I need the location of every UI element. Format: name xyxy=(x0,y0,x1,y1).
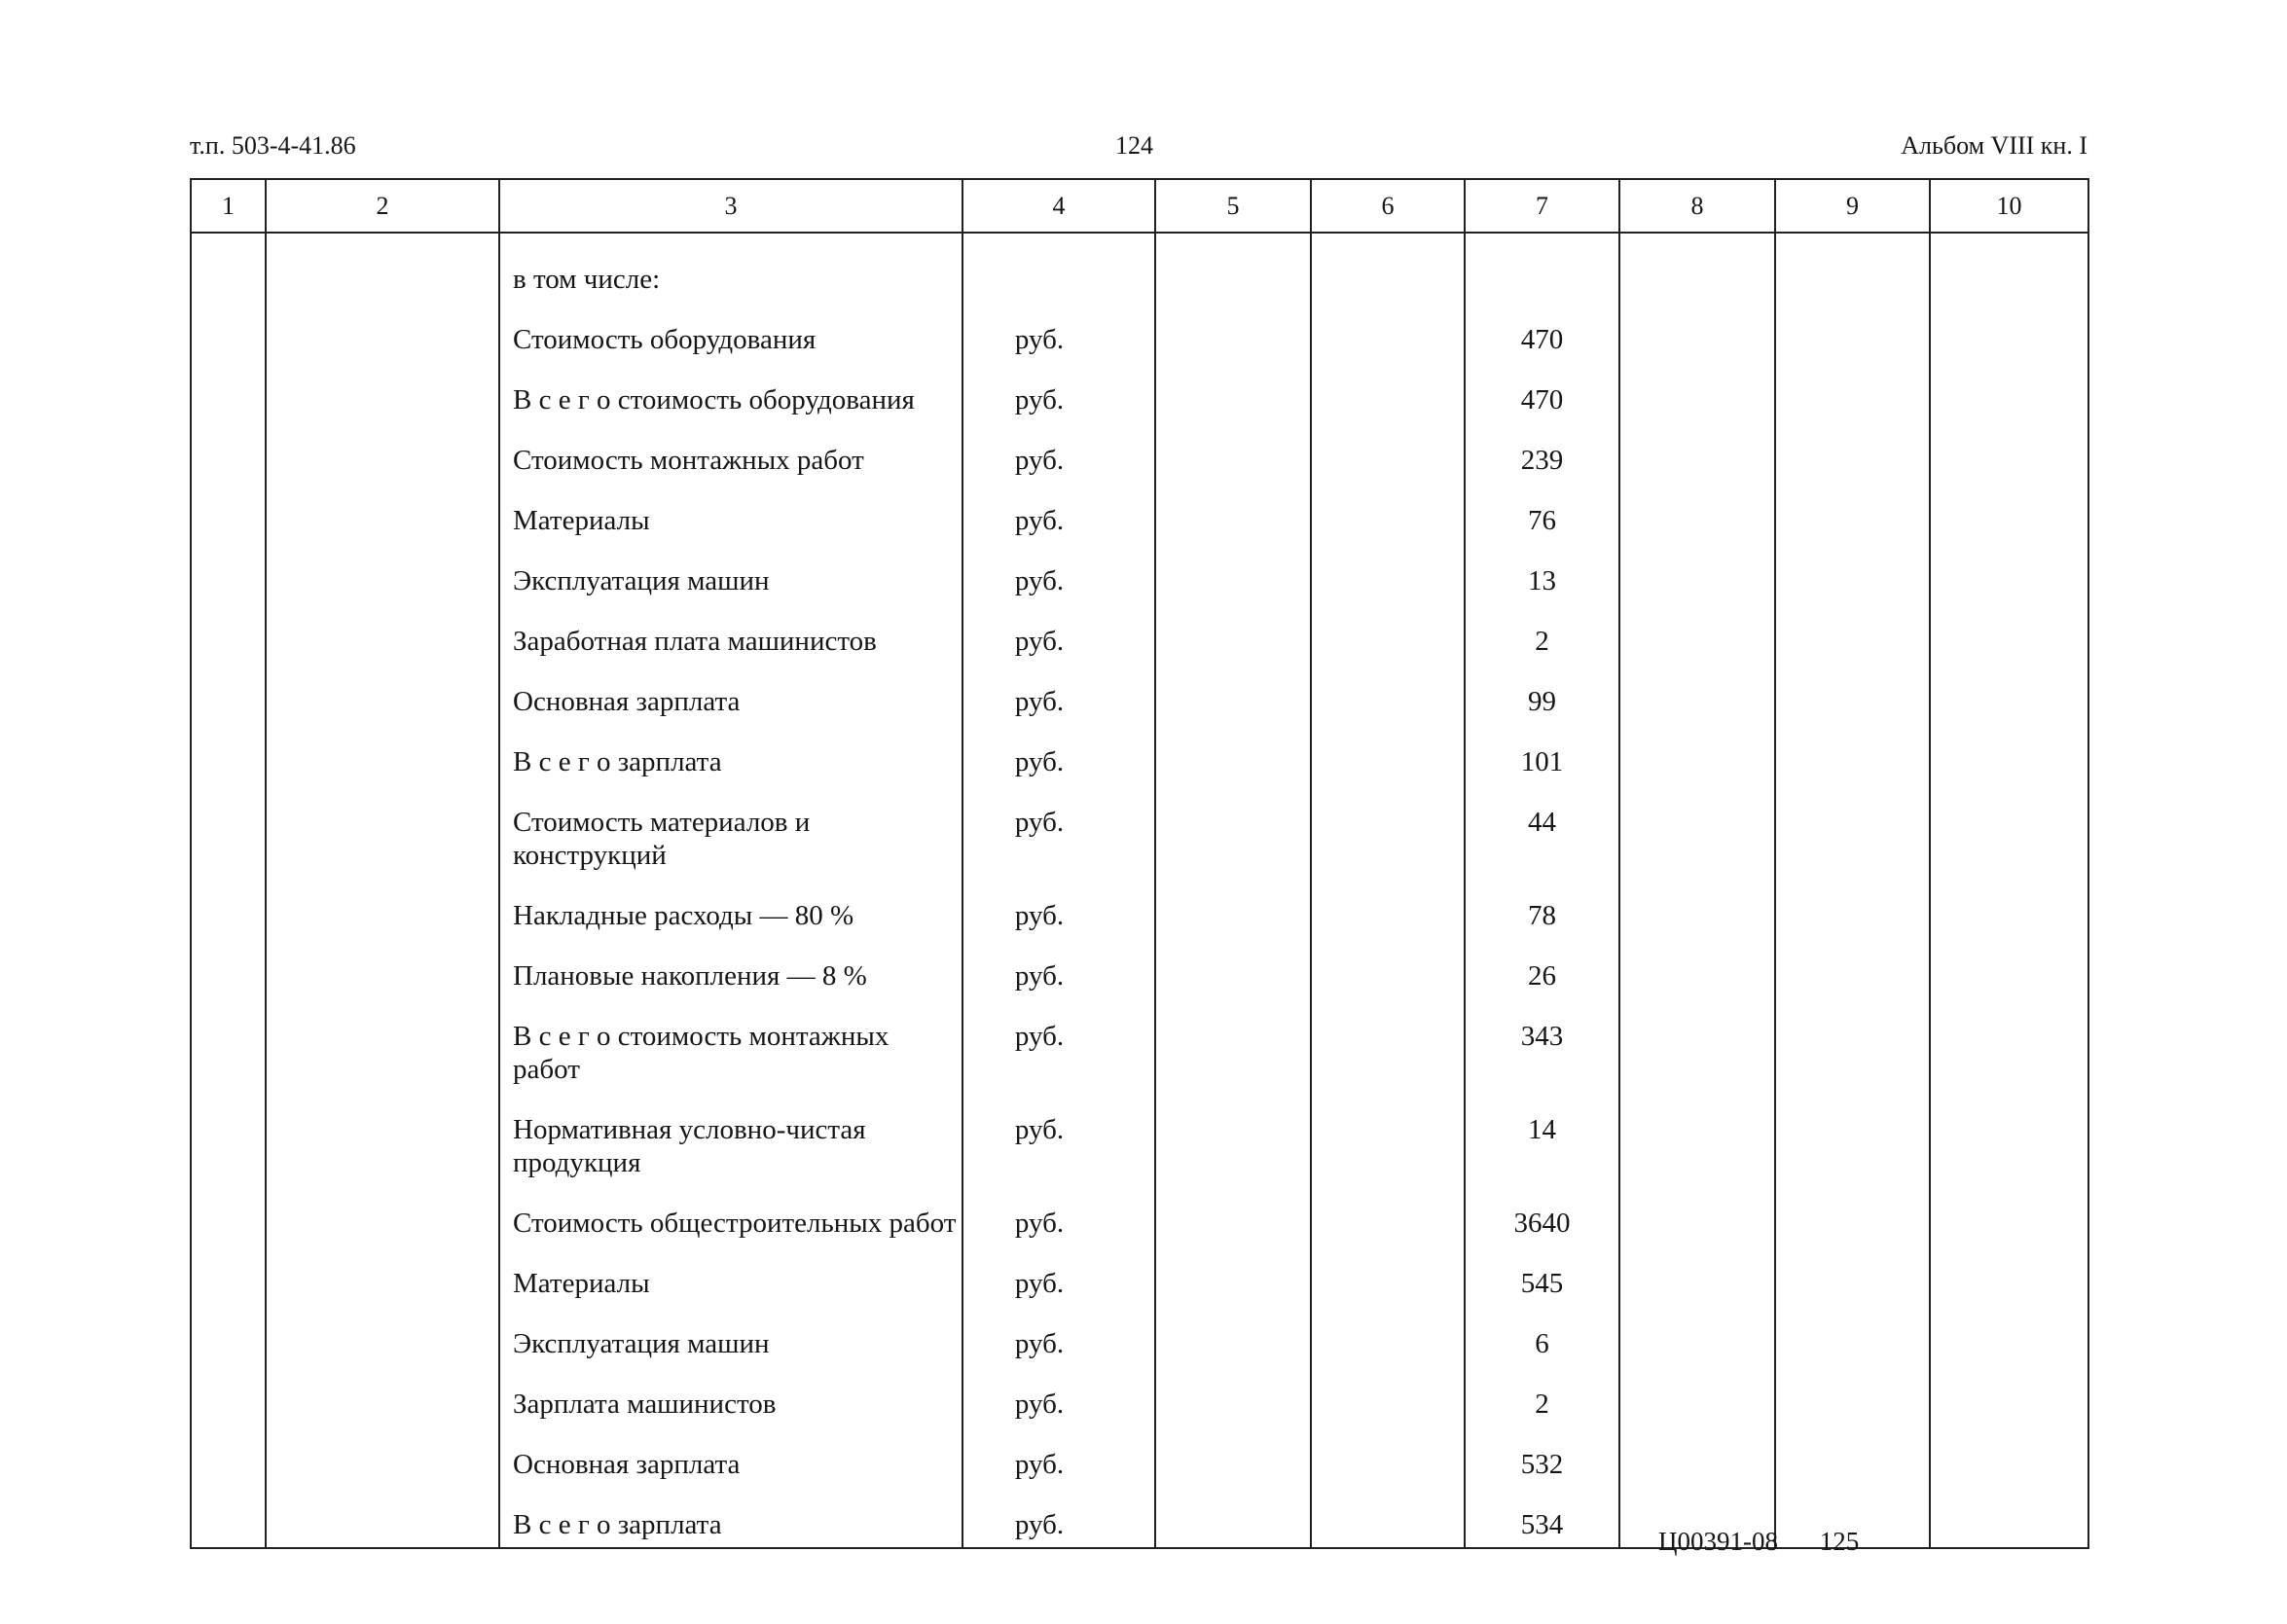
empty-cell xyxy=(1155,671,1311,732)
column-header: 6 xyxy=(1311,179,1465,233)
empty-cell xyxy=(1775,611,1930,671)
footer-page-number: 125 xyxy=(1819,1527,1860,1556)
empty-cell xyxy=(1930,1314,2088,1374)
empty-cell xyxy=(1930,233,2088,309)
empty-cell xyxy=(1155,946,1311,1006)
empty-cell xyxy=(1930,1374,2088,1434)
empty-cell xyxy=(191,1253,266,1314)
empty-cell xyxy=(191,1374,266,1434)
value-cell: 534 xyxy=(1465,1495,1619,1548)
empty-cell xyxy=(266,233,499,309)
empty-cell xyxy=(1311,1495,1465,1548)
empty-cell xyxy=(1311,551,1465,611)
empty-cell xyxy=(1311,671,1465,732)
empty-cell xyxy=(1155,430,1311,490)
value-cell: 343 xyxy=(1465,1006,1619,1100)
item-name-cell xyxy=(499,792,962,885)
column-header: 3 xyxy=(499,179,962,233)
value-cell: 470 xyxy=(1465,370,1619,430)
table-row xyxy=(191,233,2088,309)
unit-cell: руб. xyxy=(962,792,1155,885)
empty-cell xyxy=(191,1100,266,1193)
item-name: В с е г о стоимость оборудования xyxy=(513,384,915,415)
item-name-cell xyxy=(499,611,962,671)
table-row xyxy=(191,1253,2088,1314)
item-name-cell xyxy=(499,1006,962,1100)
empty-cell xyxy=(1619,233,1775,309)
value-cell: 99 xyxy=(1465,671,1619,732)
empty-cell xyxy=(1619,732,1775,792)
item-name-cell xyxy=(499,732,962,792)
item-name-cell xyxy=(499,1434,962,1495)
item-name-cell xyxy=(499,1314,962,1374)
empty-cell xyxy=(1930,1006,2088,1100)
empty-cell xyxy=(266,1314,499,1374)
empty-cell xyxy=(1930,1193,2088,1253)
value-cell: 2 xyxy=(1465,611,1619,671)
empty-cell xyxy=(1619,1006,1775,1100)
item-name: Основная зарплата xyxy=(513,1449,741,1480)
empty-cell xyxy=(1775,792,1930,885)
table-row xyxy=(191,370,2088,430)
value-cell xyxy=(1465,233,1619,309)
empty-cell xyxy=(1930,490,2088,551)
empty-cell xyxy=(191,792,266,885)
empty-cell xyxy=(1619,792,1775,885)
empty-cell xyxy=(1930,732,2088,792)
unit-cell: руб. xyxy=(962,1253,1155,1314)
value-cell: 532 xyxy=(1465,1434,1619,1495)
column-number-row xyxy=(191,179,2088,233)
empty-cell xyxy=(1311,946,1465,1006)
empty-cell xyxy=(1311,1434,1465,1495)
empty-cell xyxy=(1311,1314,1465,1374)
empty-cell xyxy=(191,551,266,611)
item-name: Эксплуатация машин xyxy=(513,1328,770,1359)
empty-cell xyxy=(1930,551,2088,611)
table-row xyxy=(191,792,2088,885)
empty-cell xyxy=(191,732,266,792)
unit-cell: руб. xyxy=(962,671,1155,732)
empty-cell xyxy=(1311,1006,1465,1100)
item-name: Накладные расходы — 80 % xyxy=(513,900,854,931)
empty-cell xyxy=(1775,370,1930,430)
item-name: Зарплата машинистов xyxy=(513,1389,777,1420)
item-name: Стоимость монтажных работ xyxy=(513,445,864,476)
empty-cell xyxy=(1775,430,1930,490)
empty-cell xyxy=(266,1006,499,1100)
empty-cell xyxy=(1311,1100,1465,1193)
empty-cell xyxy=(191,430,266,490)
empty-cell xyxy=(1775,1434,1930,1495)
table-row xyxy=(191,430,2088,490)
item-name-cell xyxy=(499,671,962,732)
empty-cell xyxy=(191,233,266,309)
unit-cell: руб. xyxy=(962,1193,1155,1253)
table-row xyxy=(191,551,2088,611)
item-name: Плановые накопления — 8 % xyxy=(513,960,867,992)
value-cell: 14 xyxy=(1465,1100,1619,1193)
unit-cell: руб. xyxy=(962,551,1155,611)
empty-cell xyxy=(1311,1253,1465,1314)
item-name-cell xyxy=(499,1495,962,1548)
item-name: Стоимость оборудования xyxy=(513,324,817,355)
empty-cell xyxy=(1930,430,2088,490)
empty-cell xyxy=(1155,1193,1311,1253)
empty-cell xyxy=(1775,551,1930,611)
empty-cell xyxy=(1311,1374,1465,1434)
item-name: Стоимость общестроительных работ xyxy=(513,1208,957,1239)
estimate-table-body xyxy=(191,233,2088,1548)
item-name: Заработная плата машинистов xyxy=(513,626,877,657)
item-name-cell xyxy=(499,430,962,490)
empty-cell xyxy=(1619,611,1775,671)
empty-cell xyxy=(1155,1374,1311,1434)
table-row xyxy=(191,671,2088,732)
empty-cell xyxy=(266,1193,499,1253)
empty-cell xyxy=(1311,430,1465,490)
empty-cell xyxy=(191,1006,266,1100)
empty-cell xyxy=(1775,1374,1930,1434)
item-name: Основная зарплата xyxy=(513,686,741,717)
item-name: Материалы xyxy=(513,1268,650,1299)
value-cell: 2 xyxy=(1465,1374,1619,1434)
empty-cell xyxy=(1311,1193,1465,1253)
empty-cell xyxy=(266,309,499,370)
empty-cell xyxy=(1311,233,1465,309)
empty-cell xyxy=(1775,490,1930,551)
item-name: В с е г о зарплата xyxy=(513,1509,722,1540)
empty-cell xyxy=(266,1253,499,1314)
empty-cell xyxy=(191,946,266,1006)
footer-document-code: Ц00391-08 xyxy=(1658,1527,1778,1556)
empty-cell xyxy=(266,732,499,792)
empty-cell xyxy=(1930,370,2088,430)
empty-cell xyxy=(191,671,266,732)
item-name-cell xyxy=(499,309,962,370)
empty-cell xyxy=(1155,233,1311,309)
empty-cell xyxy=(1619,309,1775,370)
empty-cell xyxy=(266,490,499,551)
table-row xyxy=(191,732,2088,792)
empty-cell xyxy=(1619,1253,1775,1314)
item-name-cell xyxy=(499,885,962,946)
unit-cell: руб. xyxy=(962,309,1155,370)
column-header: 5 xyxy=(1155,179,1311,233)
empty-cell xyxy=(191,611,266,671)
unit-cell: руб. xyxy=(962,1434,1155,1495)
empty-cell xyxy=(1619,490,1775,551)
estimate-table xyxy=(190,178,2089,1549)
item-name: в том числе: xyxy=(513,264,661,295)
unit-cell: руб. xyxy=(962,1100,1155,1193)
empty-cell xyxy=(266,792,499,885)
empty-cell xyxy=(1311,490,1465,551)
header-album: Альбом VIII кн. I xyxy=(1901,131,2087,160)
empty-cell xyxy=(1619,430,1775,490)
table-row xyxy=(191,1434,2088,1495)
empty-cell xyxy=(266,1434,499,1495)
item-name-cell xyxy=(499,1193,962,1253)
empty-cell xyxy=(1775,1006,1930,1100)
empty-cell xyxy=(1619,1100,1775,1193)
value-cell: 239 xyxy=(1465,430,1619,490)
unit-cell: руб. xyxy=(962,1006,1155,1100)
empty-cell xyxy=(266,1495,499,1548)
empty-cell xyxy=(1155,1253,1311,1314)
table-row xyxy=(191,1374,2088,1434)
empty-cell xyxy=(191,1314,266,1374)
empty-cell xyxy=(1930,611,2088,671)
empty-cell xyxy=(1930,1495,2088,1548)
empty-cell xyxy=(1775,1253,1930,1314)
column-header: 1 xyxy=(191,179,266,233)
unit-cell: руб. xyxy=(962,370,1155,430)
empty-cell xyxy=(1619,1193,1775,1253)
unit-cell: руб. xyxy=(962,611,1155,671)
unit-cell: руб. xyxy=(962,946,1155,1006)
empty-cell xyxy=(1775,309,1930,370)
empty-cell xyxy=(1311,370,1465,430)
unit-cell xyxy=(962,233,1155,309)
value-cell: 470 xyxy=(1465,309,1619,370)
footer xyxy=(1658,1524,1859,1559)
empty-cell xyxy=(1155,490,1311,551)
empty-cell xyxy=(1155,1434,1311,1495)
empty-cell xyxy=(1930,946,2088,1006)
empty-cell xyxy=(1930,1253,2088,1314)
empty-cell xyxy=(1155,792,1311,885)
empty-cell xyxy=(1775,732,1930,792)
value-cell: 6 xyxy=(1465,1314,1619,1374)
value-cell: 3640 xyxy=(1465,1193,1619,1253)
empty-cell xyxy=(1311,309,1465,370)
empty-cell xyxy=(1155,309,1311,370)
unit-cell: руб. xyxy=(962,1495,1155,1548)
empty-cell xyxy=(1775,1100,1930,1193)
empty-cell xyxy=(1311,732,1465,792)
empty-cell xyxy=(1155,1006,1311,1100)
item-name: Нормативная условно-чистая продукция xyxy=(513,1114,866,1178)
column-header: 7 xyxy=(1465,179,1619,233)
empty-cell xyxy=(1155,732,1311,792)
empty-cell xyxy=(191,1434,266,1495)
item-name-cell xyxy=(499,946,962,1006)
empty-cell xyxy=(1155,370,1311,430)
table-row xyxy=(191,490,2088,551)
item-name-cell xyxy=(499,370,962,430)
table-row xyxy=(191,1006,2088,1100)
item-name: Эксплуатация машин xyxy=(513,565,770,596)
item-name-cell xyxy=(499,233,962,309)
table-row xyxy=(191,309,2088,370)
empty-cell xyxy=(1930,1100,2088,1193)
column-header: 10 xyxy=(1930,179,2088,233)
table-row xyxy=(191,611,2088,671)
item-name: Стоимость материалов и конструкций xyxy=(513,807,811,871)
column-header: 2 xyxy=(266,179,499,233)
empty-cell xyxy=(1775,885,1930,946)
unit-cell: руб. xyxy=(962,1374,1155,1434)
empty-cell xyxy=(266,1100,499,1193)
item-name: Материалы xyxy=(513,505,650,536)
empty-cell xyxy=(266,430,499,490)
empty-cell xyxy=(1775,1193,1930,1253)
empty-cell xyxy=(266,671,499,732)
empty-cell xyxy=(1619,1314,1775,1374)
table-row xyxy=(191,885,2088,946)
empty-cell xyxy=(1619,370,1775,430)
empty-cell xyxy=(1311,792,1465,885)
unit-cell: руб. xyxy=(962,430,1155,490)
column-header: 9 xyxy=(1775,179,1930,233)
empty-cell xyxy=(1619,1374,1775,1434)
empty-cell xyxy=(191,885,266,946)
column-header: 4 xyxy=(962,179,1155,233)
empty-cell xyxy=(191,1193,266,1253)
item-name: В с е г о зарплата xyxy=(513,746,722,777)
empty-cell xyxy=(266,551,499,611)
empty-cell xyxy=(1930,792,2088,885)
item-name: В с е г о стоимость монтажных работ xyxy=(513,1021,889,1085)
empty-cell xyxy=(191,309,266,370)
empty-cell xyxy=(1930,885,2088,946)
unit-cell: руб. xyxy=(962,490,1155,551)
empty-cell xyxy=(266,370,499,430)
unit-cell: руб. xyxy=(962,885,1155,946)
empty-cell xyxy=(1155,1495,1311,1548)
empty-cell xyxy=(1775,671,1930,732)
empty-cell xyxy=(1619,946,1775,1006)
empty-cell xyxy=(191,1495,266,1548)
empty-cell xyxy=(1775,946,1930,1006)
item-name-cell xyxy=(499,551,962,611)
empty-cell xyxy=(1155,551,1311,611)
empty-cell xyxy=(1619,885,1775,946)
value-cell: 545 xyxy=(1465,1253,1619,1314)
empty-cell xyxy=(1930,671,2088,732)
empty-cell xyxy=(266,885,499,946)
table-row xyxy=(191,1100,2088,1193)
empty-cell xyxy=(1155,611,1311,671)
empty-cell xyxy=(266,1374,499,1434)
item-name-cell xyxy=(499,1374,962,1434)
item-name-cell xyxy=(499,490,962,551)
empty-cell xyxy=(1775,1314,1930,1374)
value-cell: 78 xyxy=(1465,885,1619,946)
header-project-code: т.п. 503-4-41.86 xyxy=(190,131,356,160)
empty-cell xyxy=(1930,1434,2088,1495)
unit-cell: руб. xyxy=(962,1314,1155,1374)
empty-cell xyxy=(191,370,266,430)
value-cell: 26 xyxy=(1465,946,1619,1006)
empty-cell xyxy=(1155,885,1311,946)
empty-cell xyxy=(1619,671,1775,732)
empty-cell xyxy=(266,946,499,1006)
empty-cell xyxy=(1619,1434,1775,1495)
value-cell: 13 xyxy=(1465,551,1619,611)
empty-cell xyxy=(1619,551,1775,611)
empty-cell xyxy=(1775,233,1930,309)
empty-cell xyxy=(1311,611,1465,671)
value-cell: 101 xyxy=(1465,732,1619,792)
empty-cell xyxy=(1930,309,2088,370)
header-page-number: 124 xyxy=(1115,131,1153,160)
item-name-cell xyxy=(499,1100,962,1193)
empty-cell xyxy=(1155,1314,1311,1374)
table-row xyxy=(191,1193,2088,1253)
empty-cell xyxy=(1155,1100,1311,1193)
item-name-cell xyxy=(499,1253,962,1314)
value-cell: 44 xyxy=(1465,792,1619,885)
empty-cell xyxy=(266,611,499,671)
table-row xyxy=(191,946,2088,1006)
empty-cell xyxy=(191,490,266,551)
empty-cell xyxy=(1311,885,1465,946)
unit-cell: руб. xyxy=(962,732,1155,792)
value-cell: 76 xyxy=(1465,490,1619,551)
column-header: 8 xyxy=(1619,179,1775,233)
table-row xyxy=(191,1314,2088,1374)
